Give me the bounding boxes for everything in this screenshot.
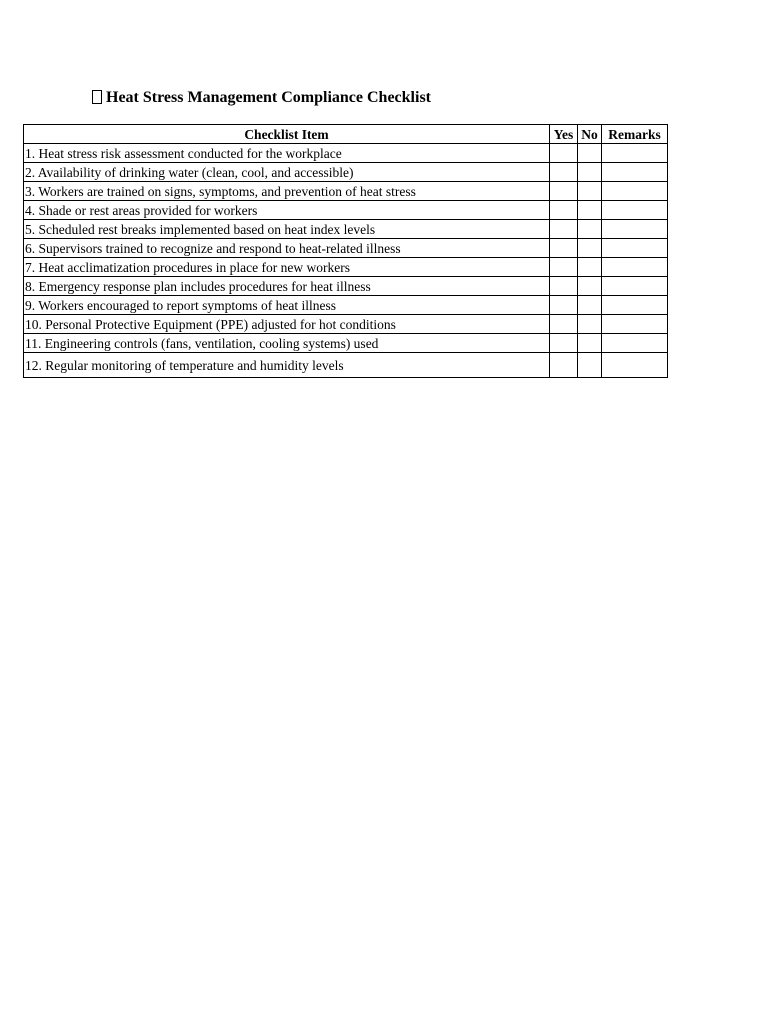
page-title bbox=[92, 88, 431, 108]
yes-cell[interactable] bbox=[550, 353, 578, 378]
no-cell[interactable] bbox=[578, 315, 602, 334]
no-cell[interactable] bbox=[578, 353, 602, 378]
remarks-cell[interactable] bbox=[602, 201, 668, 220]
checklist-item-cell: 2. Availability of drinking water (clean, cool, and accessible) bbox=[24, 163, 550, 182]
clipboard-icon bbox=[92, 90, 102, 104]
table-row bbox=[24, 353, 668, 378]
yes-cell[interactable] bbox=[550, 163, 578, 182]
checklist-table bbox=[23, 124, 668, 378]
checklist-item-cell: 4. Shade or rest areas provided for workers bbox=[24, 201, 550, 220]
no-cell[interactable] bbox=[578, 163, 602, 182]
checklist-item-cell: 6. Supervisors trained to recognize and respond to heat-related illness bbox=[24, 239, 550, 258]
no-cell[interactable] bbox=[578, 239, 602, 258]
yes-cell[interactable] bbox=[550, 296, 578, 315]
yes-cell[interactable] bbox=[550, 334, 578, 353]
table-row bbox=[24, 296, 668, 315]
checklist-item-cell: 10. Personal Protective Equipment (PPE) adjusted for hot conditions bbox=[24, 315, 550, 334]
table-header-row bbox=[24, 125, 668, 144]
yes-cell[interactable] bbox=[550, 220, 578, 239]
table-row bbox=[24, 182, 668, 201]
table-row bbox=[24, 163, 668, 182]
yes-cell[interactable] bbox=[550, 201, 578, 220]
table-row bbox=[24, 144, 668, 163]
remarks-cell[interactable] bbox=[602, 182, 668, 201]
checklist-item-cell: 11. Engineering controls (fans, ventilation, cooling systems) used bbox=[24, 334, 550, 353]
yes-cell[interactable] bbox=[550, 277, 578, 296]
no-cell[interactable] bbox=[578, 220, 602, 239]
page-title-text: Heat Stress Management Compliance Checklist bbox=[106, 89, 431, 106]
table-row bbox=[24, 334, 668, 353]
header-remarks: Remarks bbox=[602, 125, 668, 144]
checklist-item-cell: 12. Regular monitoring of temperature and humidity levels bbox=[24, 353, 550, 378]
checklist-item-cell: 8. Emergency response plan includes procedures for heat illness bbox=[24, 277, 550, 296]
table-row bbox=[24, 258, 668, 277]
remarks-cell[interactable] bbox=[602, 144, 668, 163]
yes-cell[interactable] bbox=[550, 239, 578, 258]
remarks-cell[interactable] bbox=[602, 353, 668, 378]
yes-cell[interactable] bbox=[550, 315, 578, 334]
remarks-cell[interactable] bbox=[602, 296, 668, 315]
yes-cell[interactable] bbox=[550, 258, 578, 277]
table-row bbox=[24, 239, 668, 258]
remarks-cell[interactable] bbox=[602, 334, 668, 353]
table-row bbox=[24, 277, 668, 296]
no-cell[interactable] bbox=[578, 296, 602, 315]
remarks-cell[interactable] bbox=[602, 163, 668, 182]
table-row bbox=[24, 201, 668, 220]
remarks-cell[interactable] bbox=[602, 315, 668, 334]
table-row bbox=[24, 315, 668, 334]
remarks-cell[interactable] bbox=[602, 258, 668, 277]
remarks-cell[interactable] bbox=[602, 220, 668, 239]
checklist-item-cell: 7. Heat acclimatization procedures in place for new workers bbox=[24, 258, 550, 277]
header-no: No bbox=[578, 125, 602, 144]
remarks-cell[interactable] bbox=[602, 277, 668, 296]
yes-cell[interactable] bbox=[550, 144, 578, 163]
header-yes: Yes bbox=[550, 125, 578, 144]
no-cell[interactable] bbox=[578, 144, 602, 163]
checklist-item-cell: 1. Heat stress risk assessment conducted for the workplace bbox=[24, 144, 550, 163]
no-cell[interactable] bbox=[578, 201, 602, 220]
yes-cell[interactable] bbox=[550, 182, 578, 201]
checklist-item-cell: 3. Workers are trained on signs, symptoms, and prevention of heat stress bbox=[24, 182, 550, 201]
no-cell[interactable] bbox=[578, 182, 602, 201]
header-checklist-item: Checklist Item bbox=[24, 125, 550, 144]
no-cell[interactable] bbox=[578, 258, 602, 277]
remarks-cell[interactable] bbox=[602, 239, 668, 258]
table-row bbox=[24, 220, 668, 239]
no-cell[interactable] bbox=[578, 334, 602, 353]
checklist-item-cell: 5. Scheduled rest breaks implemented based on heat index levels bbox=[24, 220, 550, 239]
checklist-item-cell: 9. Workers encouraged to report symptoms of heat illness bbox=[24, 296, 550, 315]
no-cell[interactable] bbox=[578, 277, 602, 296]
